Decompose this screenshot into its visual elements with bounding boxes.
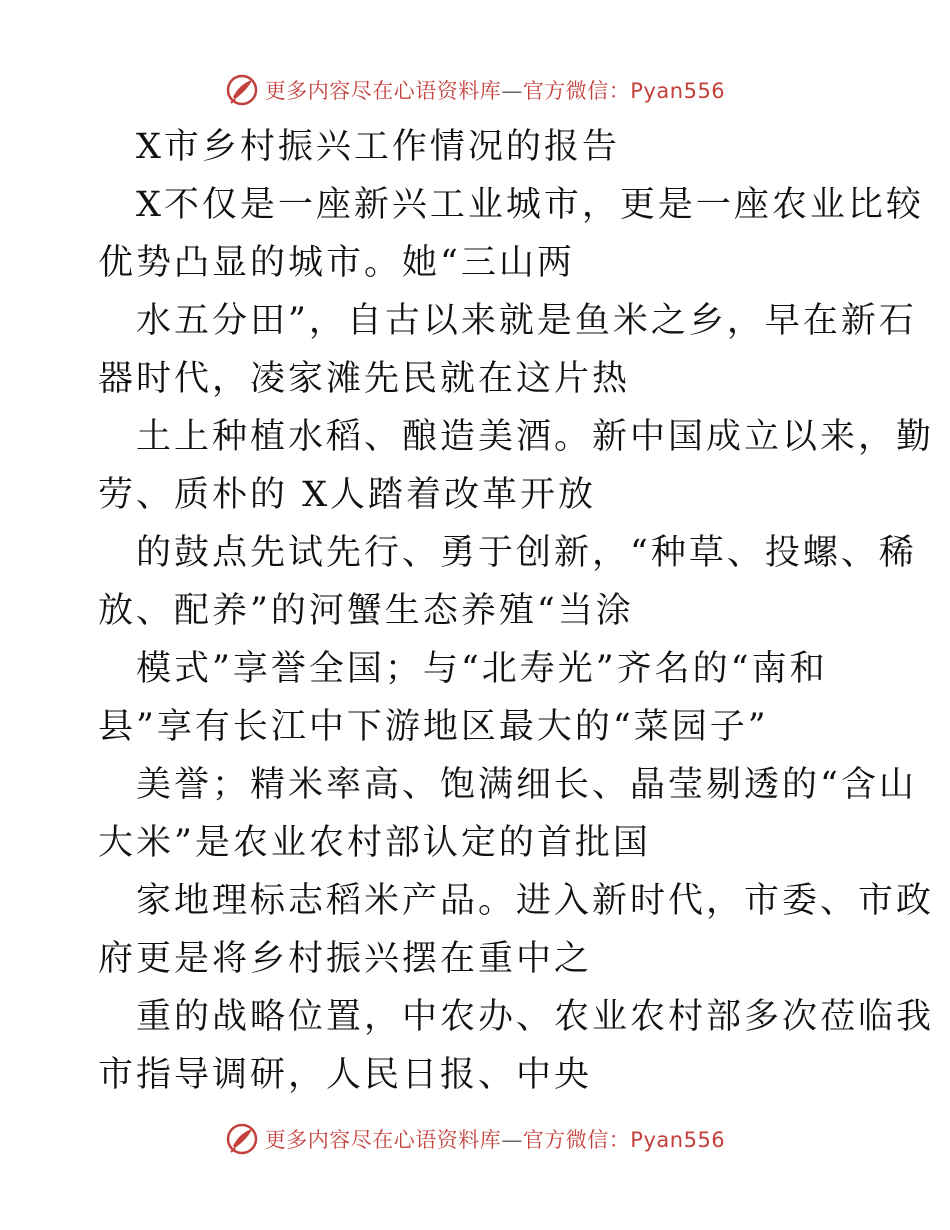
paragraph-line: 市指导调研，人民日报、中央 [98,1055,593,1095]
watermark-separator: — [501,79,523,103]
paragraph-line: 的鼓点先试先行、勇于创新，“种草、投螺、稀 [136,533,917,573]
paragraph-line: 模式”享誉全国；与“北寿光”齐名的“南和 [136,649,828,689]
paragraph-line: 优势凸显的城市。她“三山两 [98,243,575,283]
paragraph-line: 劳、质朴的 X人踏着改革开放 [98,475,597,515]
paragraph-line: 土上种植水稻、酿造美酒。新中国成立以来，勤 [136,417,935,457]
document-title: X市乡村振兴工作情况的报告 [136,127,620,167]
paragraph-line: 重的战略位置，中农办、农业农村部多次莅临我 [136,997,935,1037]
paragraph-line: 器时代，凌家滩先民就在这片热 [98,359,631,399]
paragraph-line: 县”享有长江中下游地区最大的“菜园子” [98,707,769,747]
paragraph-line: X不仅是一座新兴工业城市，更是一座农业比较 [136,185,924,225]
watermark-brand-text: 更多内容尽在心语资料库 [264,79,502,103]
footer-watermark [0,1119,950,1159]
paragraph-line: 大米”是农业农村部认定的首批国 [98,823,651,863]
quill-logo-icon [225,1122,259,1156]
watermark-separator: — [501,1128,523,1152]
paragraph-line: 放、配养”的河蟹生态养殖“当涂 [98,591,634,631]
paragraph-line: 家地理标志稻米产品。进入新时代，市委、市政 [136,881,935,921]
watermark-wechat-text: 官方微信：Pyan556 [522,79,726,103]
paragraph-line: 府更是将乡村振兴摆在重中之 [98,939,593,979]
watermark-brand-text: 更多内容尽在心语资料库 [264,1128,502,1152]
paragraph-line: 美誉；精米率高、饱满细长、晶莹剔透的“含山 [136,765,917,805]
paragraph-line: 水五分田”，自古以来就是鱼米之乡，早在新石 [136,301,917,341]
watermark-wechat-text: 官方微信：Pyan556 [522,1128,726,1152]
